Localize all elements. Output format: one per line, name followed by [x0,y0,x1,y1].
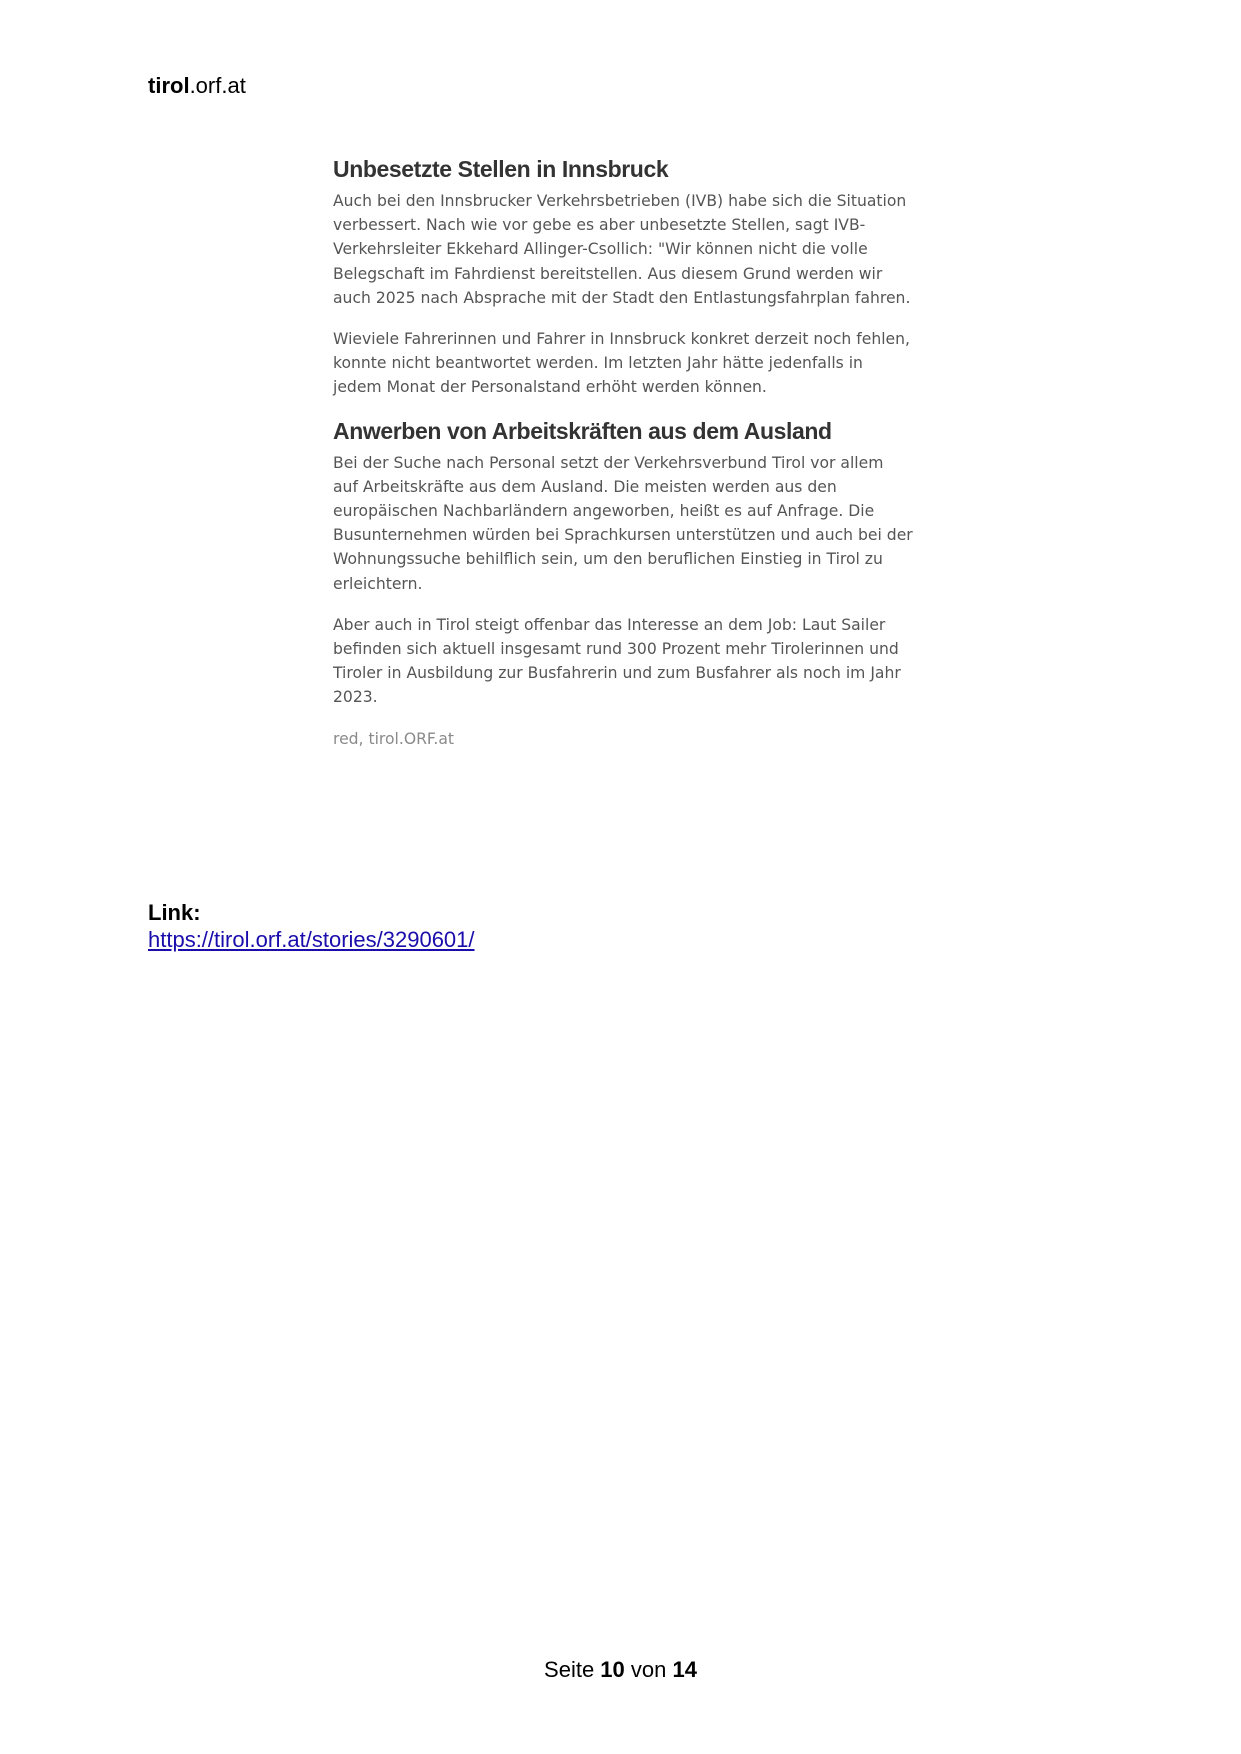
total-pages-number: 14 [672,1657,697,1682]
footer-middle: von [624,1657,673,1682]
link-label: Link: [148,900,201,925]
brand-bold: tirol [148,73,190,98]
link-block [148,899,475,953]
section1-paragraph-1: Auch bei den Innsbrucker Verkehrsbetrieben (IVB) habe sich die Situation verbessert. Nach wie vor gebe es aber unbesetzte Stellen, sagt IVB-Verkehrsleiter Ekkehard Allinger-Csollich: "Wir können nicht die volle Belegschaft im Fahrdienst bereitstellen. Aus diesem Grund werden wir auch 2025 nach Absprache mit der Stadt den Entlastungsfahrplan fahren. [333,192,911,307]
section-heading-unbesetzte-stellen: Unbesetzte Stellen in Innsbruck [333,156,669,182]
header-brand [148,72,246,100]
footer-prefix: Seite [544,1657,601,1682]
section2-paragraph-1: Bei der Suche nach Personal setzt der Verkehrsverbund Tirol vor allem auf Arbeitskräfte aus dem Ausland. Die meisten werden aus den europäischen Nachbarländern angeworben, heißt es auf Anfrage. Die Busunternehmen würden bei Sprachkursen unterstützen und auch bei der Wohnungssuche behilflich sein, um den beruflichen Einstieg in Tirol zu erleichtern. [333,453,913,593]
section-heading-anwerben: Anwerben von Arbeitskräften aus dem Ausland [333,417,832,444]
section1-paragraph-2: Wieviele Fahrerinnen und Fahrer in Innsbruck konkret derzeit noch fehlen, konnte nicht beantwortet werden. Im letzten Jahr hätte jedenfalls in jedem Monat der Personalstand erhöht werden können. [333,330,910,397]
article-excerpt [333,155,913,751]
brand-rest: .orf.at [189,73,246,98]
story-link[interactable]: https://tirol.orf.at/stories/3290601/ [148,927,475,952]
current-page-number: 10 [600,1657,625,1682]
page-number-footer [0,1656,1241,1684]
article-source: red, tirol.ORF.at [333,729,455,748]
section2-paragraph-2: Aber auch in Tirol steigt offenbar das Interesse an dem Job: Laut Sailer befinden sich aktuell insgesamt rund 300 Prozent mehr Tirolerinnen und Tiroler in Ausbildung zur Busfahrerin und zum Busfahrer als noch im Jahr 2023. [333,615,901,707]
